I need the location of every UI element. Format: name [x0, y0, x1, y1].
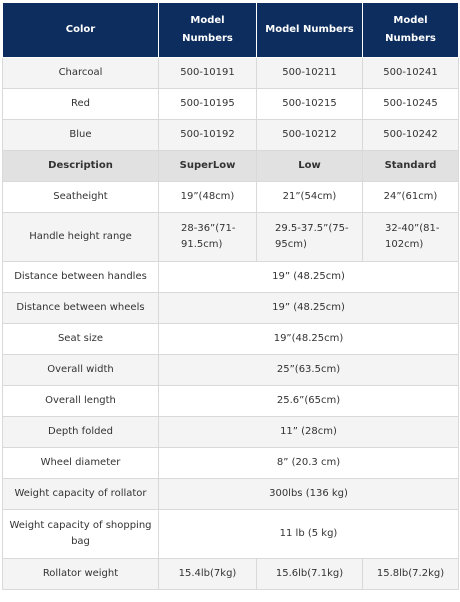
shared-value: 11” (28cm): [159, 417, 459, 448]
value-standard: 32-40”(81-102cm): [363, 213, 459, 262]
table-row-handle-height: [3, 213, 459, 262]
model-number: 500-10192: [159, 120, 257, 151]
subheader-description: Description: [3, 151, 159, 182]
value-low: 21”(54cm): [257, 182, 363, 213]
table-row-shared: [3, 386, 459, 417]
model-number: 500-10191: [159, 58, 257, 89]
model-number: 500-10245: [363, 89, 459, 120]
shared-value: 25.6”(65cm): [159, 386, 459, 417]
shared-value: 19” (48.25cm): [159, 262, 459, 293]
shared-value: 8” (20.3 cm): [159, 448, 459, 479]
model-number: 500-10212: [257, 120, 363, 151]
row-label: Depth folded: [3, 417, 159, 448]
shared-value: 19”(48.25cm): [159, 324, 459, 355]
model-number: 500-10195: [159, 89, 257, 120]
table-row-shared: [3, 448, 459, 479]
row-label: Overall length: [3, 386, 159, 417]
value-superlow: 15.4lb(7kg): [159, 559, 257, 590]
shared-value: 300lbs (136 kg): [159, 479, 459, 510]
table-row-charcoal: [3, 58, 459, 89]
value-superlow: 28-36”(71-91.5cm): [159, 213, 257, 262]
table-row-shared: [3, 417, 459, 448]
table-row-shared: [3, 324, 459, 355]
row-label: Red: [3, 89, 159, 120]
shared-value: 25”(63.5cm): [159, 355, 459, 386]
row-label: Weight capacity of rollator: [3, 479, 159, 510]
table-row-seatheight: [3, 182, 459, 213]
row-label: Seat size: [3, 324, 159, 355]
header-model-numbers: Model Numbers: [363, 3, 459, 58]
shared-value: 19” (48.25cm): [159, 293, 459, 324]
spec-table: [2, 2, 459, 590]
subheader-low: Low: [257, 151, 363, 182]
value-low: 29.5-37.5”(75-95cm): [257, 213, 363, 262]
row-label: Rollator weight: [3, 559, 159, 590]
row-label: Overall width: [3, 355, 159, 386]
table-row-red: [3, 89, 459, 120]
row-label: Charcoal: [3, 58, 159, 89]
table-row-shared: [3, 293, 459, 324]
table-row-rollator-weight: [3, 559, 459, 590]
table-row-shared: [3, 479, 459, 510]
subheader-superlow: SuperLow: [159, 151, 257, 182]
table-row-shared: [3, 510, 459, 559]
value-standard: 24”(61cm): [363, 182, 459, 213]
table-row-shared: [3, 262, 459, 293]
header-model-numbers: Model Numbers: [257, 3, 363, 58]
subheader-standard: Standard: [363, 151, 459, 182]
spec-table-container: [2, 2, 458, 590]
value-low: 15.6lb(7.1kg): [257, 559, 363, 590]
model-number: 500-10242: [363, 120, 459, 151]
model-number: 500-10211: [257, 58, 363, 89]
table-subheader-row: [3, 151, 459, 182]
row-label: Handle height range: [3, 213, 159, 262]
row-label: Distance between handles: [3, 262, 159, 293]
value-standard: 15.8lb(7.2kg): [363, 559, 459, 590]
table-header-row: [3, 3, 459, 58]
model-number: 500-10241: [363, 58, 459, 89]
shared-value: 11 lb (5 kg): [159, 510, 459, 559]
row-label: Distance between wheels: [3, 293, 159, 324]
value-superlow: 19”(48cm): [159, 182, 257, 213]
row-label: Wheel diameter: [3, 448, 159, 479]
header-color: Color: [3, 3, 159, 58]
table-row-blue: [3, 120, 459, 151]
row-label: Seatheight: [3, 182, 159, 213]
table-row-shared: [3, 355, 459, 386]
row-label: Weight capacity of shopping bag: [3, 510, 159, 559]
row-label: Blue: [3, 120, 159, 151]
model-number: 500-10215: [257, 89, 363, 120]
header-model-numbers: Model Numbers: [159, 3, 257, 58]
